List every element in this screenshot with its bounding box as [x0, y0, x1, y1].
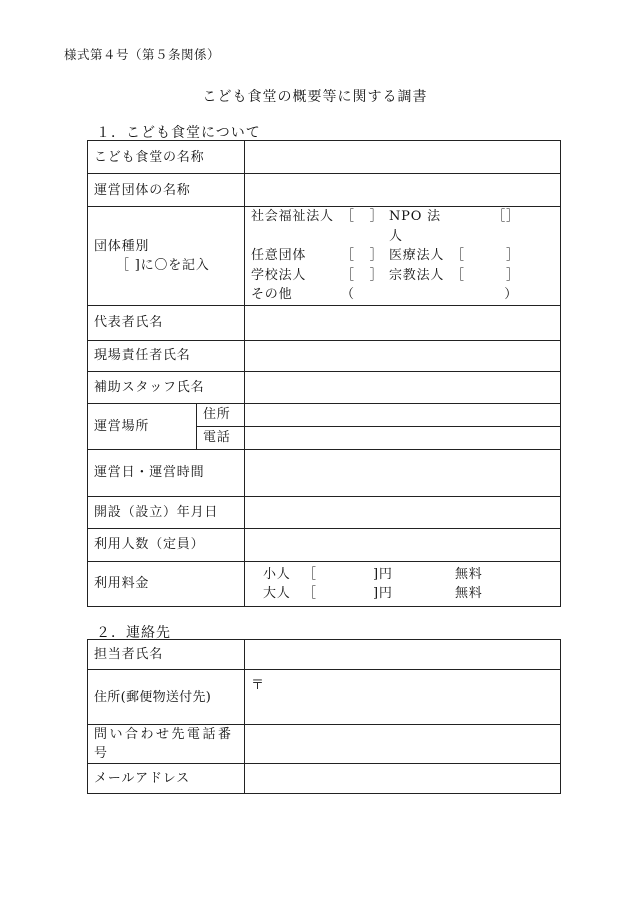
mailing-address-field[interactable]: [245, 670, 561, 725]
established-field[interactable]: [245, 496, 561, 528]
fee-child-bracket: ［: [303, 566, 317, 582]
kodomo-shokudo-table: [87, 140, 561, 607]
fee-child-yen: ]円: [373, 566, 393, 582]
org-type-options: [245, 207, 561, 306]
table-row: [88, 305, 561, 340]
representative-field[interactable]: [245, 305, 561, 340]
label-shokudo-name: こども食堂の名称: [88, 141, 245, 174]
section2-heading: ２．連絡先: [96, 625, 171, 641]
checkbox-religious-close: ］: [506, 267, 520, 283]
venue-phone-field[interactable]: [245, 426, 561, 449]
label-capacity: 利用人数（定員）: [88, 528, 245, 561]
fee-options: [245, 561, 561, 606]
postal-mark: 〒: [251, 677, 265, 693]
contact-name-field[interactable]: [245, 640, 561, 670]
label-assistant-staff: 補助スタッフ氏名: [88, 371, 245, 403]
table-row: [88, 528, 561, 561]
email-field[interactable]: [245, 764, 561, 794]
fee-child-free[interactable]: 無料: [455, 566, 483, 582]
table-row: [88, 449, 561, 496]
venue-address-field[interactable]: [245, 403, 561, 426]
operating-days-field[interactable]: [245, 449, 561, 496]
other-paren-open[interactable]: （: [341, 287, 355, 302]
assistant-staff-field[interactable]: [245, 371, 561, 403]
checkbox-school[interactable]: ［ ］: [341, 267, 384, 283]
fee-child-label: 小人: [263, 566, 291, 582]
label-contact-name: 担当者氏名: [88, 640, 245, 670]
document-title: こども食堂の概要等に関する調書: [202, 89, 428, 105]
fee-child-amount[interactable]: [323, 565, 373, 584]
form-number: 様式第４号（第５条関係）: [64, 47, 221, 62]
label-org-name: 運営団体の名称: [88, 174, 245, 207]
fee-adult-yen: ]円: [373, 585, 393, 601]
capacity-field[interactable]: [245, 528, 561, 561]
checkbox-social-welfare[interactable]: ［ ］: [341, 209, 384, 224]
table-row: [88, 670, 561, 725]
table-row: [88, 371, 561, 403]
other-paren-close: ）: [504, 287, 518, 302]
org-name-field[interactable]: [245, 174, 561, 207]
table-row: [88, 207, 561, 306]
org-type-voluntary: 任意団体: [251, 248, 307, 263]
table-row: [88, 496, 561, 528]
label-representative: 代表者氏名: [88, 305, 245, 340]
checkbox-npo-close: ］: [506, 209, 520, 224]
label-site-manager: 現場責任者氏名: [88, 340, 245, 371]
label-venue-address: 住所: [197, 403, 245, 426]
org-type-other: その他: [251, 287, 293, 302]
org-type-medical: 医療法人: [389, 248, 445, 263]
label-org-type: 団体種別: [94, 238, 150, 254]
checkbox-medical-open[interactable]: ［: [451, 248, 465, 263]
table-row: [88, 764, 561, 794]
checkbox-voluntary[interactable]: ［ ］: [341, 248, 384, 263]
fee-adult-bracket: ［: [303, 585, 317, 601]
label-venue: 運営場所: [88, 403, 197, 449]
table-row: [88, 403, 561, 426]
table-row: [88, 141, 561, 174]
label-venue-phone: 電話: [197, 426, 245, 449]
org-type-school: 学校法人: [251, 267, 307, 283]
org-type-religious: 宗教法人: [389, 267, 445, 283]
site-manager-field[interactable]: [245, 340, 561, 371]
fee-adult-free[interactable]: 無料: [455, 585, 483, 601]
org-type-npo: NPO 法人: [389, 209, 441, 244]
table-row: [88, 340, 561, 371]
label-operating-days: 運営日・運営時間: [88, 449, 245, 496]
inquiry-phone-field[interactable]: [245, 725, 561, 764]
table-row: [88, 561, 561, 606]
checkbox-medical-close: ］: [506, 248, 520, 263]
org-type-label-cell: [88, 207, 245, 306]
label-email: メールアドレス: [88, 764, 245, 794]
checkbox-religious-open[interactable]: ［: [451, 267, 465, 283]
org-type-note: ［ ]に〇を記入: [116, 257, 210, 273]
label-established: 開設（設立）年月日: [88, 496, 245, 528]
org-type-social-welfare: 社会福祉法人: [251, 209, 334, 224]
label-fee: 利用料金: [88, 561, 245, 606]
contact-table: [87, 639, 561, 794]
checkbox-npo-open[interactable]: ［: [492, 209, 506, 224]
fee-adult-amount[interactable]: [323, 584, 373, 603]
shokudo-name-field[interactable]: [245, 141, 561, 174]
section1-heading: １．こども食堂について: [96, 125, 261, 141]
label-inquiry-phone: 問い合わせ先電話番号: [88, 725, 245, 764]
table-row: [88, 725, 561, 764]
label-mailing-address: 住所(郵便物送付先): [88, 670, 245, 725]
table-row: [88, 174, 561, 207]
fee-adult-label: 大人: [263, 585, 291, 601]
table-row: [88, 640, 561, 670]
